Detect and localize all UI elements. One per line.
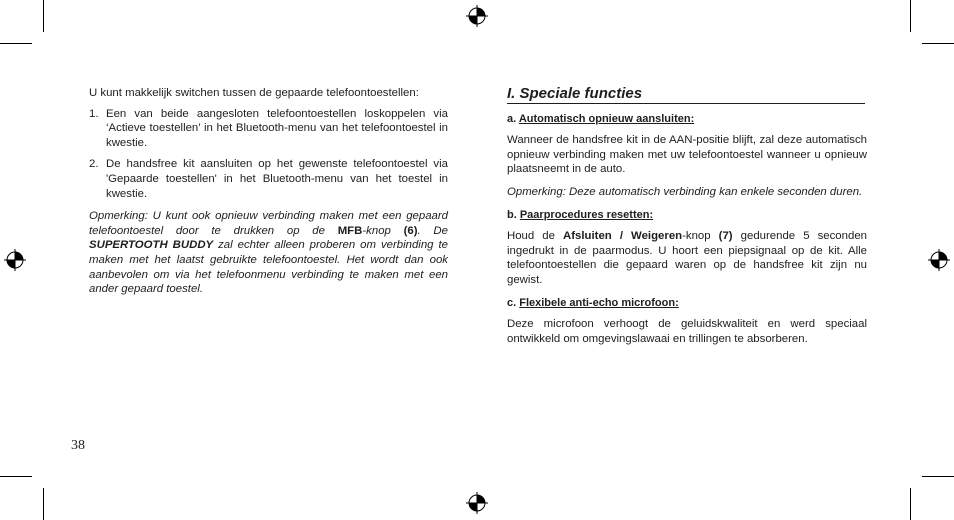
list-item (89, 107, 448, 151)
crop-mark (910, 488, 911, 520)
right-column (507, 87, 867, 346)
note-text: . De (417, 224, 448, 237)
note-text: Opmerking: U kunt ook opnieuw verbinding maken met een gepaard telefoontoestel door te drukken op de (89, 210, 448, 237)
subsection-prefix: c. (507, 296, 520, 309)
registration-mark-icon (4, 249, 26, 271)
page-number: 38 (71, 438, 85, 453)
button-number: (7) (718, 230, 733, 243)
brand-name: SUPERTOOTH BUDDY (89, 239, 214, 252)
crop-mark (0, 43, 32, 44)
crop-mark (922, 43, 954, 44)
button-number: (6) (403, 224, 418, 237)
subsection-prefix: b. (507, 208, 520, 221)
note-paragraph (89, 209, 448, 297)
list-text: De handsfree kit aansluiten op het gewenste telefoontoestel via 'Gepaarde toestellen' in het Bluetooth-menu van het toestel in kwestie. (106, 158, 448, 200)
registration-mark-icon (466, 5, 488, 27)
body-paragraph (507, 229, 867, 287)
button-label: Afsluiten / Weigeren (563, 230, 683, 243)
note-paragraph: Opmerking: Deze automatisch verbinding kan enkele seconden duren. (507, 185, 863, 198)
subsection-title: Paarprocedures resetten: (519, 208, 654, 221)
crop-mark (43, 488, 44, 520)
subsection-title-a (507, 112, 867, 127)
subsection-title: Flexibele anti-echo microfoon: (519, 296, 679, 309)
body-text: Houd de (507, 230, 564, 243)
list-number: 2. (89, 158, 99, 171)
left-column (89, 86, 448, 297)
body-paragraph: Wanneer de handsfree kit in de AAN-positie blijft, zal deze automatisch opnieuw verbinding maken met uw telefoontoestel wanneer u opnieuw plaatsneemt in de auto. (507, 134, 867, 176)
crop-mark (922, 476, 954, 477)
body-text: gedurende 5 seconden ingedrukt in de paarmodus. U hoort een piepsignaal op de kit. Alle telefoontoestellen die gepaard waren op de handsfree kit zijn nu gewist. (507, 230, 867, 286)
note-text: zal echter alleen proberen om verbinding te maken met het laatst gebruikte telefoontoestel. Het wordt dan ook aanbevolen om via het telefoonmenu verbinding te maken met een ander gepaard toestel. (89, 239, 448, 296)
section-heading: I. Speciale functies (507, 87, 865, 104)
body-paragraph: Deze microfoon verhoogt de geluidskwaliteit en werd speciaal ontwikkeld om omgevingslawaai en trillingen te absorberen. (507, 318, 867, 345)
list-item (89, 157, 448, 201)
list-text: Een van beide aangesloten telefoontoestellen loskoppelen via ‘Actieve toestellen’ in het Bluetooth-menu van het telefoontoestel in kwestie. (106, 107, 448, 149)
list-number: 1. (89, 107, 99, 120)
note-text: -knop (362, 224, 404, 237)
registration-mark-icon (928, 249, 950, 271)
mfb-label: MFB (337, 224, 363, 237)
crop-mark (0, 476, 32, 477)
intro-text: U kunt makkelijk switchen tussen de gepaarde telefoontoestellen: (89, 87, 419, 99)
crop-mark (910, 0, 911, 32)
subsection-title: Automatisch opnieuw aansluiten: (518, 112, 695, 125)
registration-mark-icon (466, 492, 488, 514)
subsection-prefix: a. (507, 112, 519, 125)
crop-mark (43, 0, 44, 32)
subsection-title-b (507, 208, 867, 223)
body-text: -knop (682, 230, 719, 243)
subsection-title-c (507, 296, 867, 311)
